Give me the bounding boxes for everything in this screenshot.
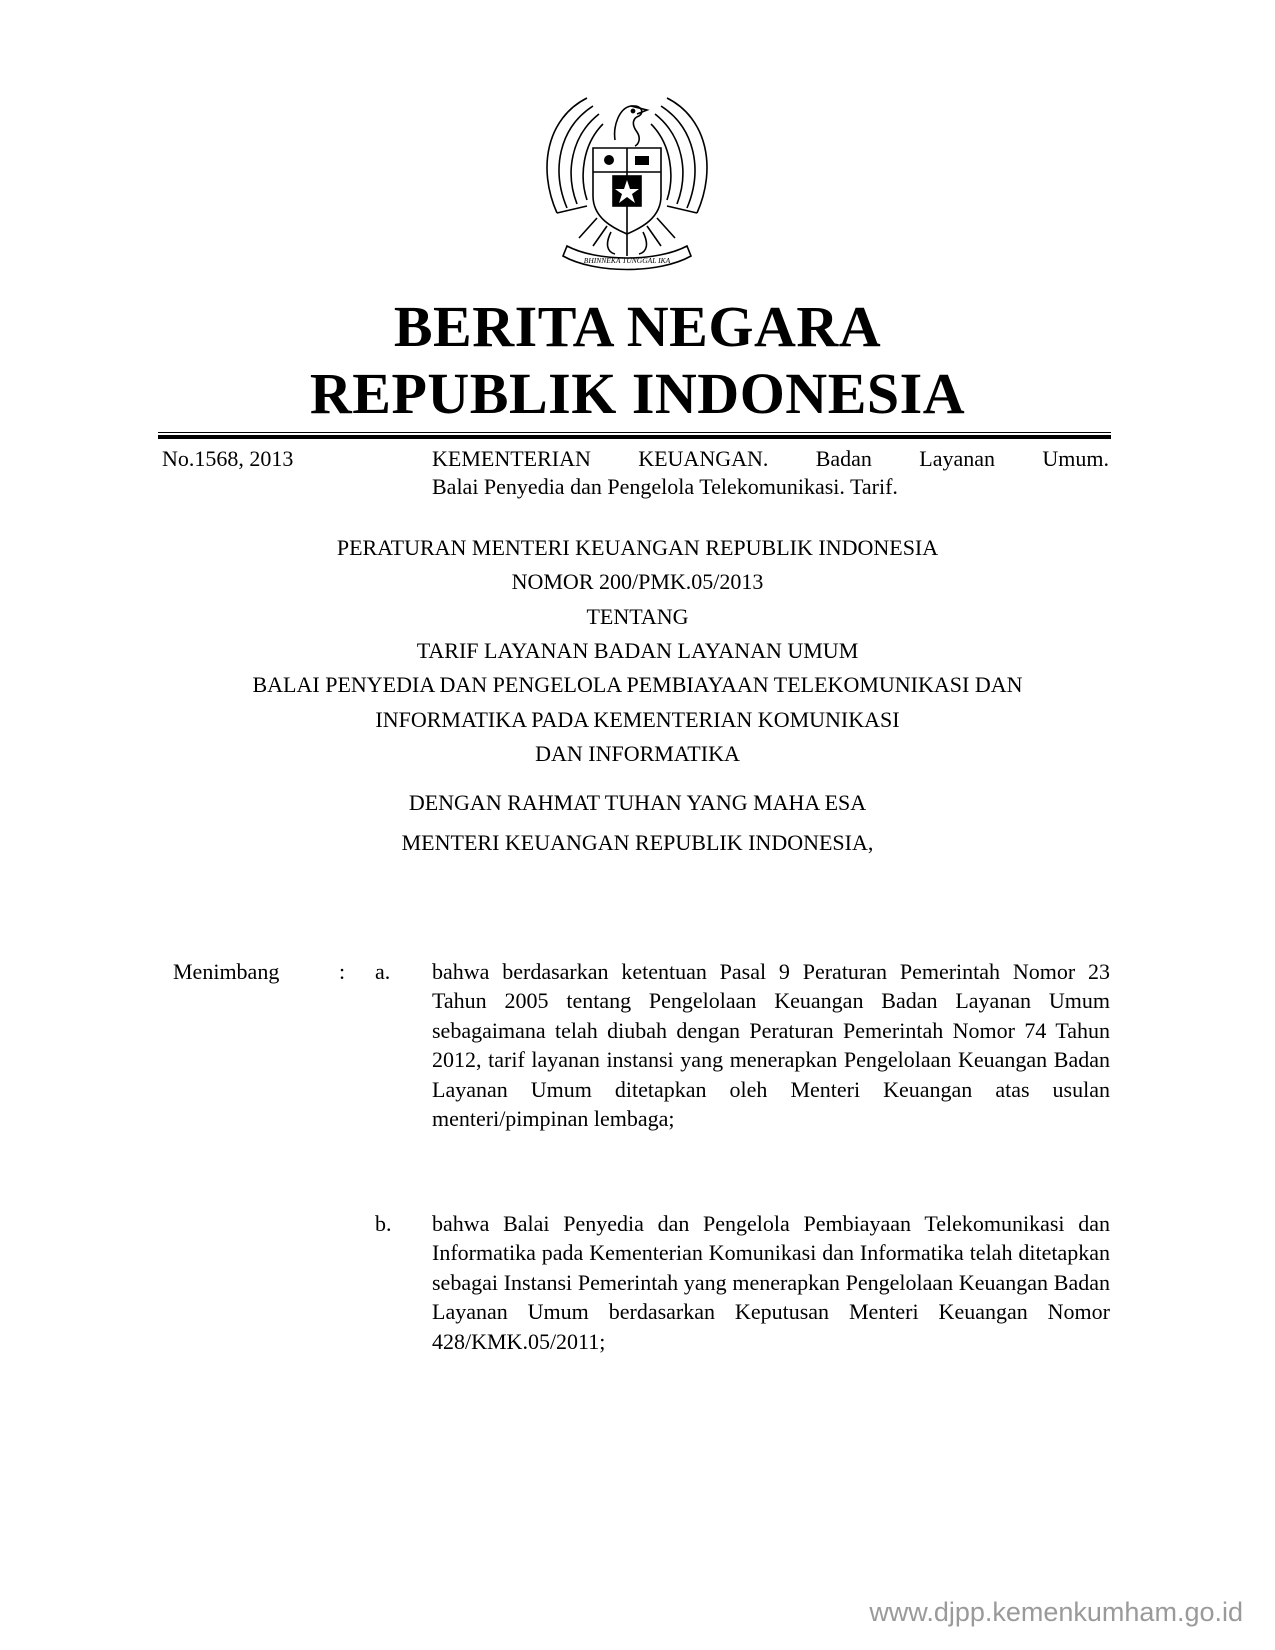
consideration-b-text: bahwa Balai Penyedia dan Pengelola Pembiayaan Telekomunikasi dan Informatika pada Kementerian Komunikasi dan Informatika telah ditetapkan sebagai Instansi Pemerintah yang menerapkan Pengelolaan Keuangan Badan Layanan Umum berdasarkan Keputusan Menteri Keuangan Nomor 428/KMK.05/2011;: [432, 1211, 1110, 1354]
considerations-colon: :: [339, 959, 346, 984]
footer-url: www.djpp.kemenkumham.go.id: [869, 1597, 1243, 1627]
gazette-summary-line2: Balai Penyedia dan Pengelola Telekomunikasi. Tarif.: [432, 474, 898, 499]
regulation-subject-line3: INFORMATIKA PADA KEMENTERIAN KOMUNIKASI: [375, 707, 900, 732]
gazette-summary: [432, 445, 1109, 501]
regulation-about: TENTANG: [586, 604, 689, 629]
gazette-number: No.1568, 2013: [162, 446, 294, 471]
regulation-subject-line1: TARIF LAYANAN BADAN LAYANAN UMUM: [416, 638, 859, 663]
header-divider-thin: [158, 432, 1111, 433]
consideration-a-letter: a.: [375, 959, 391, 984]
gazette-summary-line1: KEMENTERIAN KEUANGAN. Badan Layanan Umum.: [432, 446, 1109, 471]
regulation-title: PERATURAN MENTERI KEUANGAN REPUBLIK INDONESIA: [336, 535, 939, 560]
gazette-title-line2: REPUBLIK INDONESIA: [309, 361, 966, 426]
regulation-subject-line2: BALAI PENYEDIA DAN PENGELOLA PEMBIAYAAN TELEKOMUNIKASI DAN: [252, 672, 1023, 697]
emblem-motto: BHINNEKA TUNGGAL IKA: [583, 256, 671, 265]
considerations-label: Menimbang: [173, 959, 280, 984]
garuda-pancasila-emblem-icon: [527, 78, 727, 278]
gazette-title-line1: BERITA NEGARA: [393, 294, 882, 359]
regulation-number: NOMOR 200/PMK.05/2013: [511, 569, 764, 594]
consideration-a-text: bahwa berdasarkan ketentuan Pasal 9 Peraturan Pemerintah Nomor 23 Tahun 2005 tentang Pengelolaan Keuangan Badan Layanan Umum sebagaimana telah diubah dengan Peraturan Pemerintah Nomor 74 Tahun 2012, tarif layanan instansi yang menerapkan Pengelolaan Keuangan Badan Layanan Umum ditetapkan oleh Menteri Keuangan atas usulan menteri/pimpinan lembaga;: [432, 959, 1110, 1132]
preamble-line2: MENTERI KEUANGAN REPUBLIK INDONESIA,: [401, 830, 874, 855]
preamble-line1: DENGAN RAHMAT TUHAN YANG MAHA ESA: [408, 790, 867, 815]
consideration-b-letter: b.: [375, 1211, 392, 1236]
regulation-subject-line4: DAN INFORMATIKA: [535, 741, 740, 766]
header-divider-thick: [158, 435, 1111, 439]
